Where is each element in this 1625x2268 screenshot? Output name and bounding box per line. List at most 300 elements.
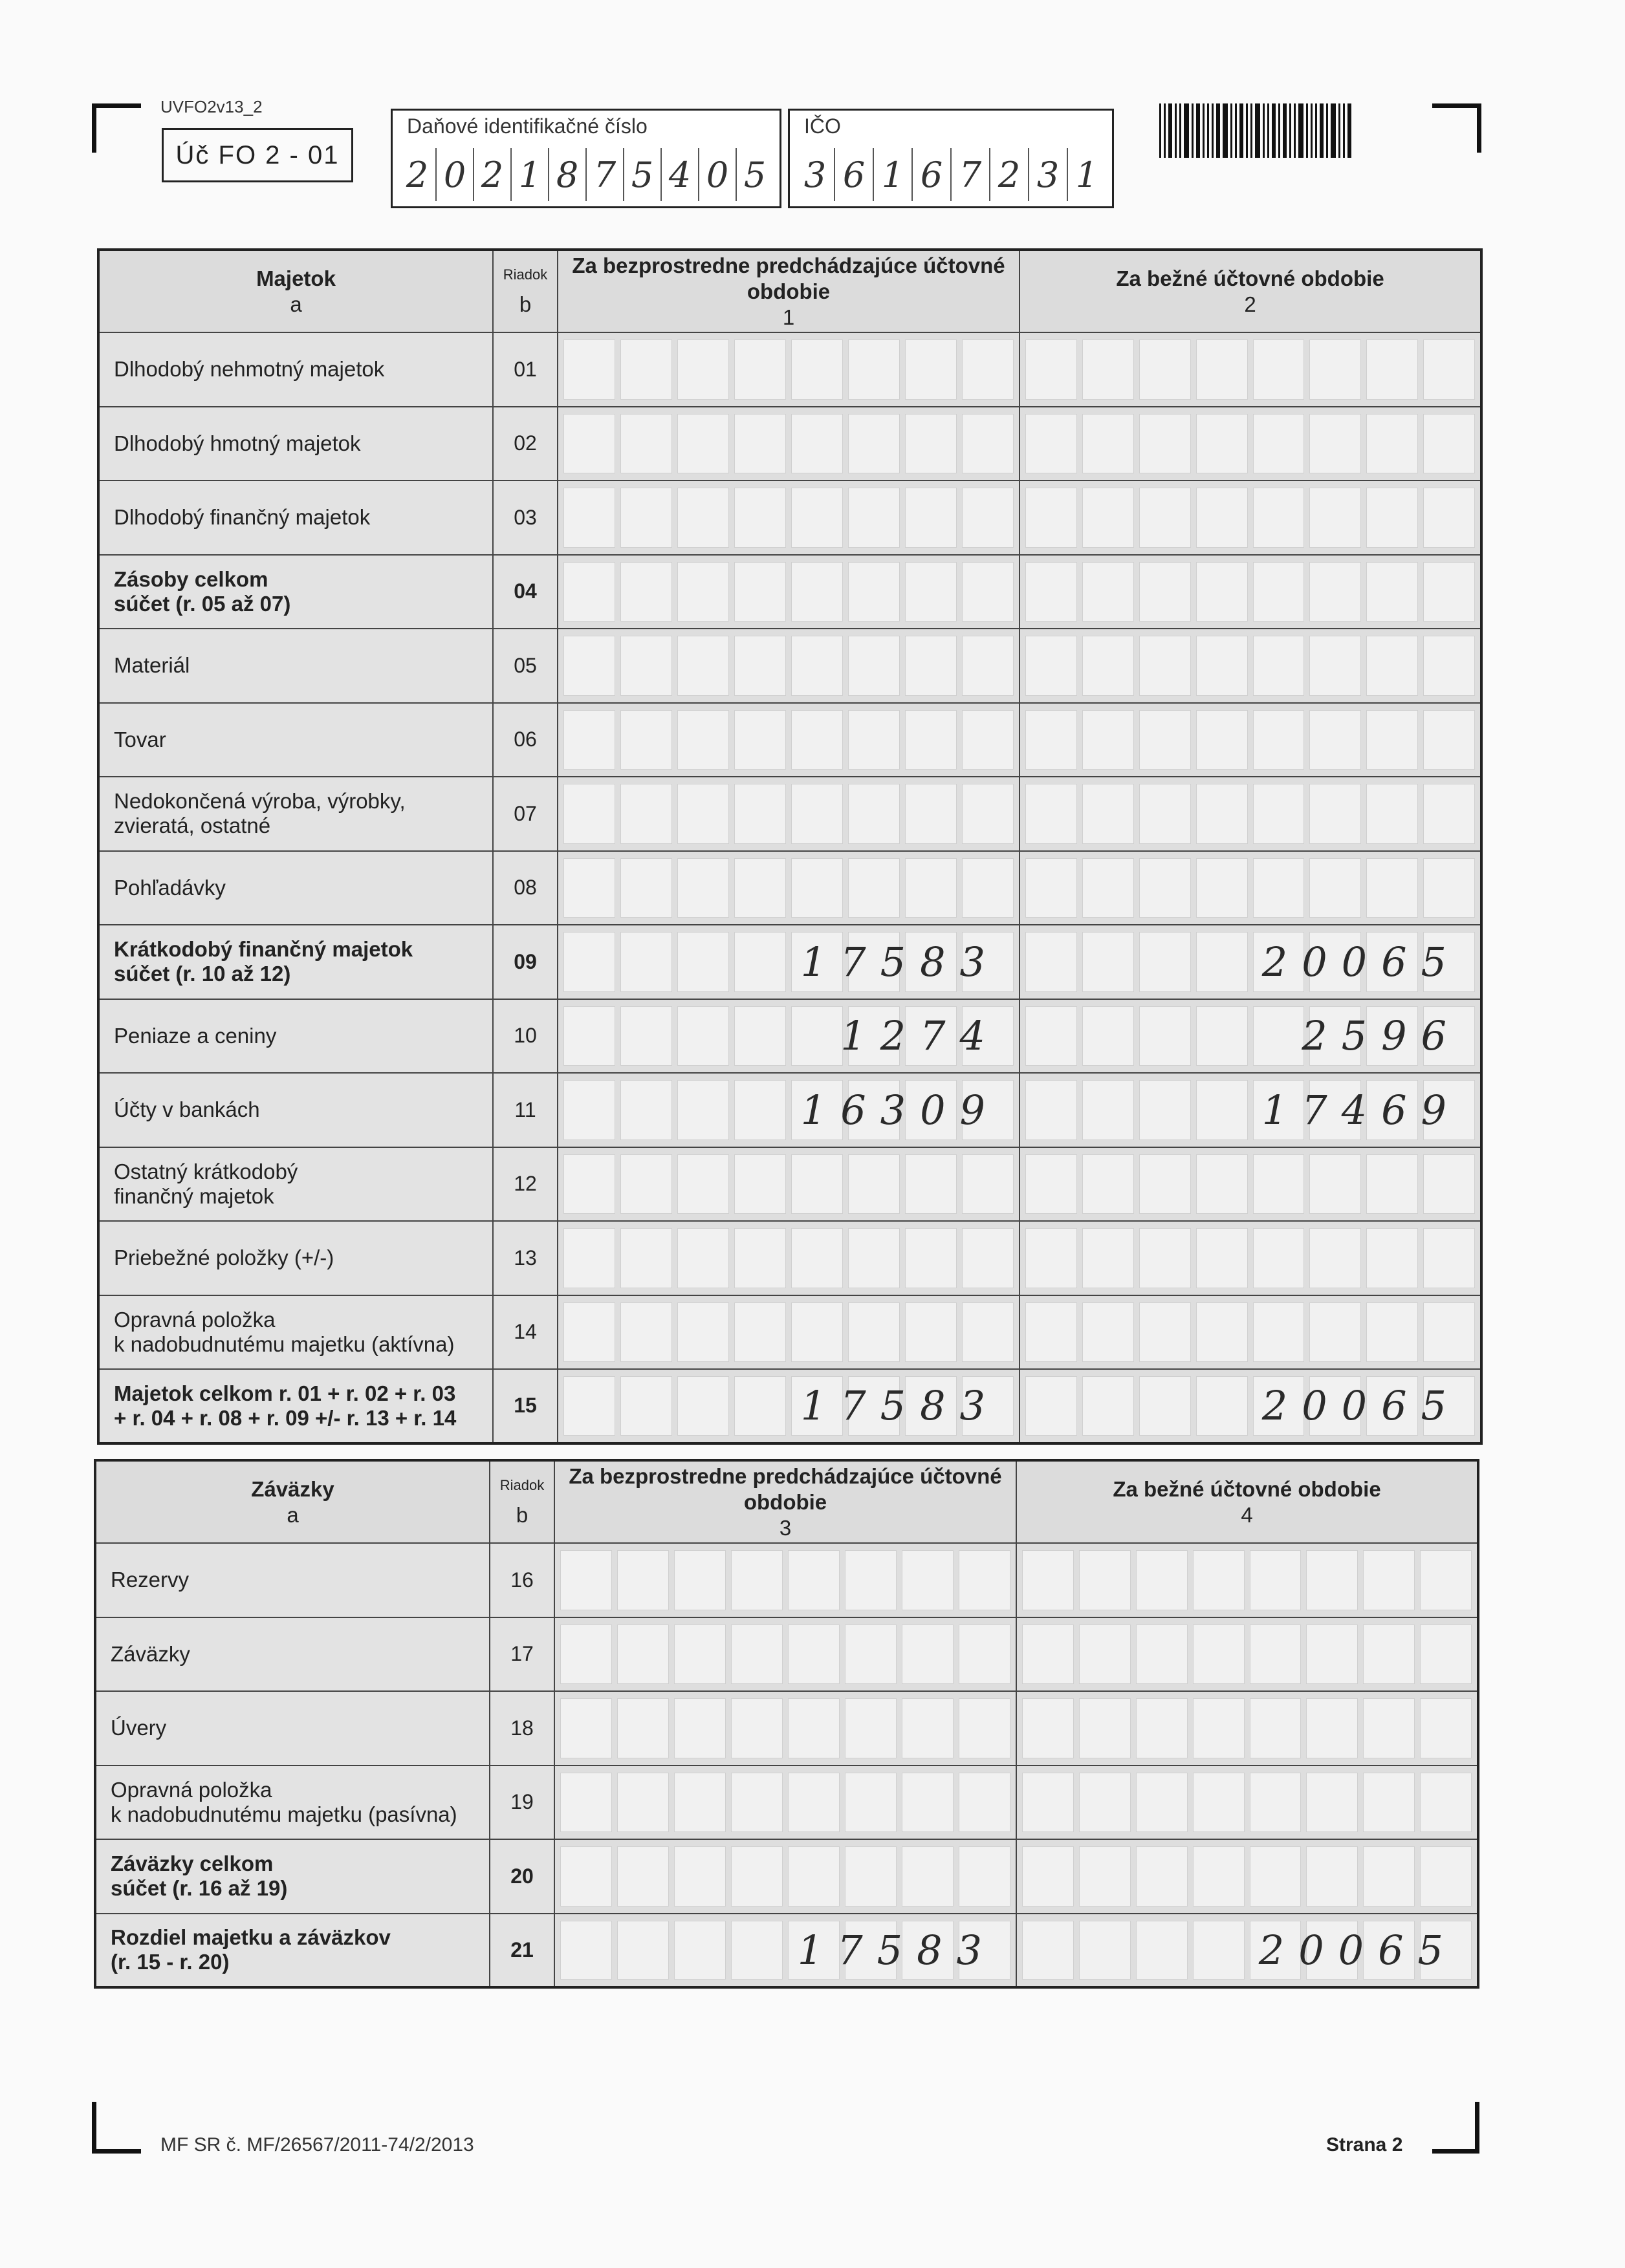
row-number: 02 bbox=[493, 407, 558, 481]
digit-slot bbox=[1025, 1228, 1077, 1288]
liabilities-col-b-header bbox=[490, 1460, 554, 1543]
digit-slot bbox=[1366, 562, 1418, 622]
digit-slot bbox=[1025, 414, 1077, 474]
digit-slot bbox=[620, 710, 672, 770]
digit-slot bbox=[674, 1921, 726, 1980]
row-label bbox=[98, 481, 493, 555]
digit-cell[interactable]: 4 bbox=[660, 148, 698, 201]
digit-slot bbox=[791, 1154, 843, 1215]
current-period-value[interactable] bbox=[1020, 1073, 1481, 1147]
assets-col-1-header bbox=[558, 250, 1020, 332]
liabilities-col-4-number: 4 bbox=[1241, 1502, 1253, 1527]
barcode-bar bbox=[1223, 103, 1228, 158]
digit-slot bbox=[563, 784, 615, 844]
digit-slot bbox=[620, 1302, 672, 1363]
digit-slot bbox=[1253, 1302, 1305, 1363]
digit-slot bbox=[962, 784, 1014, 844]
digit-cell[interactable]: 2 bbox=[473, 148, 510, 201]
digit-slot bbox=[1022, 1921, 1074, 1980]
previous-period-value[interactable] bbox=[558, 999, 1020, 1074]
digit-slot bbox=[734, 784, 786, 844]
digit-slot bbox=[1136, 1773, 1188, 1833]
digit-slot bbox=[1082, 932, 1134, 992]
digit-slot bbox=[674, 1698, 726, 1758]
row-number: 19 bbox=[490, 1766, 554, 1840]
digit-slot bbox=[563, 1228, 615, 1288]
digit-slot bbox=[791, 1006, 843, 1066]
digit-slot bbox=[788, 1625, 840, 1685]
digit-slot bbox=[677, 710, 729, 770]
digit-slot bbox=[1139, 784, 1191, 844]
liabilities-col-a-letter: a bbox=[287, 1502, 299, 1527]
digit-slot bbox=[1253, 340, 1305, 400]
previous-period-value[interactable] bbox=[558, 332, 1020, 407]
row-label-line: Rezervy bbox=[111, 1568, 190, 1592]
previous-period-value[interactable] bbox=[558, 407, 1020, 481]
digit-slot bbox=[1079, 1846, 1131, 1906]
digit-slot bbox=[1363, 1698, 1415, 1758]
digit-slot bbox=[677, 562, 729, 622]
digit-slot bbox=[788, 1550, 840, 1610]
row-label-line: Záväzky celkom bbox=[111, 1852, 274, 1876]
liabilities-col-3-title: Za bezprostredne predchádzajúce účtovné obdobie bbox=[569, 1463, 1002, 1514]
current-period-value[interactable] bbox=[1020, 555, 1481, 629]
digit-slot bbox=[902, 1550, 954, 1610]
digit-slot bbox=[1309, 562, 1361, 622]
digit-slot bbox=[962, 1302, 1014, 1363]
digit-slot bbox=[674, 1550, 726, 1610]
digit-slot bbox=[848, 1228, 900, 1288]
digit-slot bbox=[1025, 488, 1077, 548]
handwritten-amount: 17583 bbox=[800, 938, 999, 986]
row-number: 11 bbox=[493, 1073, 558, 1147]
table-row bbox=[98, 629, 1481, 703]
digit-slot bbox=[731, 1625, 783, 1685]
digit-slot bbox=[845, 1773, 897, 1833]
digit-slot bbox=[1025, 1080, 1077, 1140]
digit-slot bbox=[677, 636, 729, 696]
digit-slot bbox=[1136, 1698, 1188, 1758]
row-label-line: Zásoby celkom bbox=[114, 567, 268, 591]
digit-slot bbox=[1366, 784, 1418, 844]
digit-slot bbox=[1366, 710, 1418, 770]
digit-slot bbox=[731, 1698, 783, 1758]
digit-slot bbox=[1082, 488, 1134, 548]
digit-grid bbox=[563, 636, 1014, 696]
row-label bbox=[98, 1295, 493, 1370]
barcode-bar bbox=[1192, 103, 1194, 158]
digit-slot bbox=[1250, 1550, 1302, 1610]
liabilities-col-3-number: 3 bbox=[779, 1515, 792, 1540]
previous-period-value[interactable] bbox=[558, 1147, 1020, 1222]
row-label-line: Rozdiel majetku a záväzkov bbox=[111, 1925, 391, 1950]
digit-slot bbox=[674, 1625, 726, 1685]
row-number: 21 bbox=[490, 1914, 554, 1988]
digit-slot bbox=[563, 1080, 615, 1140]
digit-slot bbox=[617, 1550, 669, 1610]
previous-period-value[interactable] bbox=[558, 851, 1020, 925]
previous-period-value[interactable] bbox=[558, 703, 1020, 777]
digit-slot bbox=[677, 1228, 729, 1288]
current-period-value[interactable] bbox=[1016, 1691, 1478, 1766]
digit-grid bbox=[1025, 488, 1475, 548]
barcode-bar bbox=[1235, 103, 1237, 158]
row-label bbox=[98, 999, 493, 1074]
digit-slot bbox=[1025, 562, 1077, 622]
row-label-line: k nadobudnutému majetku (aktívna) bbox=[114, 1332, 455, 1356]
digit-slot bbox=[677, 1080, 729, 1140]
table-row bbox=[98, 925, 1481, 999]
digit-slot bbox=[1253, 784, 1305, 844]
digit-slot bbox=[1250, 1625, 1302, 1685]
digit-slot bbox=[563, 340, 615, 400]
digit-slot bbox=[962, 488, 1014, 548]
digit-grid bbox=[563, 858, 1014, 918]
previous-period-value[interactable] bbox=[558, 777, 1020, 851]
digit-slot bbox=[1309, 340, 1361, 400]
digit-slot bbox=[734, 1080, 786, 1140]
barcode-bar bbox=[1230, 103, 1232, 158]
liabilities-col-4-title: Za bežné účtovné obdobie bbox=[1113, 1476, 1381, 1501]
previous-period-value[interactable] bbox=[558, 925, 1020, 999]
previous-period-value[interactable] bbox=[558, 1295, 1020, 1370]
table-row bbox=[98, 1221, 1481, 1295]
digit-slot bbox=[905, 1154, 957, 1215]
digit-slot bbox=[1022, 1846, 1074, 1906]
row-label bbox=[95, 1839, 490, 1914]
row-label-line: súčet (r. 10 až 12) bbox=[114, 962, 291, 986]
barcode-bar bbox=[1239, 103, 1243, 158]
digit-grid bbox=[563, 488, 1014, 548]
digit-slot bbox=[617, 1625, 669, 1685]
digit-slot bbox=[1196, 488, 1248, 548]
current-period-value[interactable] bbox=[1016, 1543, 1478, 1617]
digit-slot bbox=[1363, 1625, 1415, 1685]
digit-slot bbox=[1366, 340, 1418, 400]
digit-slot bbox=[734, 932, 786, 992]
table-row bbox=[98, 481, 1481, 555]
digit-slot bbox=[1025, 340, 1077, 400]
digit-cell[interactable]: 2 bbox=[406, 154, 429, 195]
previous-period-value[interactable] bbox=[554, 1543, 1016, 1617]
digit-cell[interactable]: 3 bbox=[803, 154, 827, 195]
previous-period-value[interactable] bbox=[558, 1073, 1020, 1147]
digit-slot bbox=[620, 932, 672, 992]
current-period-value[interactable] bbox=[1016, 1839, 1478, 1914]
digit-slot bbox=[1309, 488, 1361, 548]
corner-mark-bottom-left-horizontal bbox=[92, 2149, 141, 2154]
digit-grid bbox=[1025, 1302, 1475, 1363]
digit-slot bbox=[734, 340, 786, 400]
row-label-line: Úvery bbox=[111, 1716, 167, 1740]
digit-slot bbox=[563, 710, 615, 770]
table-row bbox=[95, 1691, 1478, 1766]
row-label bbox=[95, 1691, 490, 1766]
current-period-value[interactable] bbox=[1020, 1221, 1481, 1295]
previous-period-value[interactable] bbox=[558, 555, 1020, 629]
digit-slot bbox=[788, 1773, 840, 1833]
digit-slot bbox=[1196, 1228, 1248, 1288]
digit-slot bbox=[734, 1154, 786, 1215]
handwritten-amount: 17583 bbox=[800, 1382, 999, 1430]
digit-slot bbox=[962, 858, 1014, 918]
table-row bbox=[98, 332, 1481, 407]
digit-slot bbox=[905, 636, 957, 696]
barcode-bar bbox=[1326, 103, 1328, 158]
row-label bbox=[98, 925, 493, 999]
ico-label: IČO bbox=[804, 114, 841, 138]
digit-slot bbox=[1025, 784, 1077, 844]
digit-slot bbox=[1082, 562, 1134, 622]
digit-slot bbox=[905, 1228, 957, 1288]
digit-slot bbox=[1136, 1921, 1188, 1980]
digit-slot bbox=[1306, 1550, 1358, 1610]
digit-slot bbox=[1366, 858, 1418, 918]
row-number: 16 bbox=[490, 1543, 554, 1617]
digit-slot bbox=[1193, 1846, 1245, 1906]
previous-period-value[interactable] bbox=[554, 1691, 1016, 1766]
digit-slot bbox=[1136, 1550, 1188, 1610]
digit-grid bbox=[563, 1228, 1014, 1288]
digit-slot bbox=[677, 858, 729, 918]
current-period-value[interactable] bbox=[1020, 332, 1481, 407]
current-period-value[interactable] bbox=[1020, 925, 1481, 999]
digit-slot bbox=[1196, 636, 1248, 696]
barcode-bar bbox=[1168, 103, 1172, 158]
digit-slot bbox=[1196, 414, 1248, 474]
current-period-value[interactable] bbox=[1020, 851, 1481, 925]
digit-slot bbox=[677, 488, 729, 548]
digit-slot bbox=[731, 1550, 783, 1610]
digit-slot bbox=[791, 636, 843, 696]
digit-cell[interactable]: 1 bbox=[873, 148, 911, 201]
form-id-box: Úč FO 2 - 01 bbox=[162, 128, 353, 182]
digit-cell[interactable]: 1 bbox=[510, 148, 548, 201]
digit-slot bbox=[848, 1302, 900, 1363]
digit-slot bbox=[1306, 1846, 1358, 1906]
table-row bbox=[98, 703, 1481, 777]
digit-slot bbox=[962, 340, 1014, 400]
current-period-value[interactable] bbox=[1020, 629, 1481, 703]
digit-cell[interactable]: 0 bbox=[698, 148, 736, 201]
barcode-bar bbox=[1320, 103, 1324, 158]
digit-slot bbox=[731, 1773, 783, 1833]
digit-slot bbox=[1363, 1773, 1415, 1833]
current-period-value[interactable] bbox=[1020, 1295, 1481, 1370]
digit-slot bbox=[1253, 414, 1305, 474]
digit-slot bbox=[1082, 636, 1134, 696]
row-label-line: Tovar bbox=[114, 727, 166, 751]
digit-slot bbox=[560, 1846, 612, 1906]
row-label bbox=[98, 1369, 493, 1443]
row-label bbox=[98, 555, 493, 629]
digit-slot bbox=[731, 1846, 783, 1906]
digit-grid bbox=[563, 710, 1014, 770]
digit-cell[interactable]: 6 bbox=[911, 148, 950, 201]
digit-cell[interactable]: 2 bbox=[989, 148, 1028, 201]
digit-slot bbox=[1025, 858, 1077, 918]
corner-mark-top-left-vertical bbox=[92, 103, 96, 153]
digit-slot bbox=[848, 1154, 900, 1215]
liabilities-col-b-letter: b bbox=[516, 1502, 529, 1527]
digit-slot bbox=[905, 340, 957, 400]
row-number: 09 bbox=[493, 925, 558, 999]
current-period-value[interactable] bbox=[1016, 1914, 1478, 1988]
current-period-value[interactable] bbox=[1016, 1766, 1478, 1840]
digit-slot bbox=[1082, 414, 1134, 474]
row-label-line: Dlhodobý hmotný majetok bbox=[114, 431, 361, 455]
barcode-bar bbox=[1306, 103, 1308, 158]
barcode-bar bbox=[1263, 103, 1265, 158]
assets-header-row bbox=[98, 250, 1481, 332]
digit-slot bbox=[1079, 1773, 1131, 1833]
barcode-bar bbox=[1179, 103, 1181, 158]
digit-slot bbox=[1139, 636, 1191, 696]
barcode-bar bbox=[1338, 103, 1340, 158]
previous-period-value[interactable] bbox=[558, 481, 1020, 555]
digit-slot bbox=[959, 1773, 1010, 1833]
digit-slot bbox=[788, 1698, 840, 1758]
digit-slot bbox=[560, 1698, 612, 1758]
digit-slot bbox=[1196, 1302, 1248, 1363]
barcode-bar bbox=[1331, 103, 1336, 158]
digit-slot bbox=[617, 1698, 669, 1758]
digit-slot bbox=[845, 1550, 897, 1610]
previous-period-value[interactable] bbox=[558, 1221, 1020, 1295]
digit-slot bbox=[1366, 1302, 1418, 1363]
row-label bbox=[98, 703, 493, 777]
digit-slot bbox=[1196, 1154, 1248, 1215]
digit-cell[interactable]: 3 bbox=[1028, 148, 1067, 201]
row-number: 01 bbox=[493, 332, 558, 407]
barcode-bar bbox=[1289, 103, 1291, 158]
digit-cell[interactable]: 6 bbox=[834, 148, 873, 201]
handwritten-amount: 17583 bbox=[797, 1926, 996, 1974]
digit-slot bbox=[1079, 1625, 1131, 1685]
table-row bbox=[98, 1147, 1481, 1222]
digit-slot bbox=[1139, 1376, 1191, 1436]
row-label bbox=[98, 851, 493, 925]
barcode-bar bbox=[1246, 103, 1248, 158]
current-period-value[interactable] bbox=[1020, 1369, 1481, 1443]
digit-cell[interactable]: 7 bbox=[585, 148, 623, 201]
digit-slot bbox=[1196, 932, 1248, 992]
digit-slot bbox=[563, 636, 615, 696]
digit-slot bbox=[677, 784, 729, 844]
digit-cell[interactable]: 8 bbox=[548, 148, 585, 201]
barcode-bar bbox=[1315, 103, 1317, 158]
previous-period-value[interactable] bbox=[558, 629, 1020, 703]
current-period-value[interactable] bbox=[1020, 1147, 1481, 1222]
digit-slot bbox=[962, 414, 1014, 474]
digit-grid bbox=[560, 1846, 1010, 1906]
assets-col-a-letter: a bbox=[290, 292, 302, 316]
digit-cell[interactable]: 0 bbox=[435, 148, 473, 201]
digit-slot bbox=[1309, 710, 1361, 770]
table-row bbox=[95, 1543, 1478, 1617]
digit-slot bbox=[1139, 1006, 1191, 1066]
digit-cell[interactable]: 5 bbox=[623, 148, 660, 201]
digit-slot bbox=[1309, 636, 1361, 696]
previous-period-value[interactable] bbox=[554, 1914, 1016, 1988]
digit-slot bbox=[1139, 710, 1191, 770]
digit-slot bbox=[848, 414, 900, 474]
digit-slot bbox=[1193, 1550, 1245, 1610]
digit-slot bbox=[620, 1006, 672, 1066]
previous-period-value[interactable] bbox=[554, 1839, 1016, 1914]
digit-slot bbox=[1250, 1773, 1302, 1833]
row-label-line: Materiál bbox=[114, 653, 190, 678]
digit-slot bbox=[1423, 1302, 1475, 1363]
digit-slot bbox=[788, 1846, 840, 1906]
digit-slot bbox=[1079, 1698, 1131, 1758]
previous-period-value[interactable] bbox=[554, 1617, 1016, 1692]
digit-slot bbox=[734, 710, 786, 770]
assets-col-a-title: Majetok bbox=[256, 266, 336, 290]
digit-grid bbox=[1025, 784, 1475, 844]
previous-period-value[interactable] bbox=[558, 1369, 1020, 1443]
digit-slot bbox=[1196, 784, 1248, 844]
digit-slot bbox=[674, 1846, 726, 1906]
row-number: 18 bbox=[490, 1691, 554, 1766]
corner-mark-bottom-right-horizontal bbox=[1432, 2149, 1479, 2154]
digit-slot bbox=[620, 414, 672, 474]
digit-slot bbox=[959, 1698, 1010, 1758]
table-row bbox=[95, 1766, 1478, 1840]
digit-slot bbox=[791, 414, 843, 474]
row-label-line: Dlhodobý finančný majetok bbox=[114, 505, 371, 530]
digit-cell[interactable]: 5 bbox=[736, 148, 773, 201]
corner-mark-top-right bbox=[1432, 103, 1481, 108]
digit-slot bbox=[731, 1921, 783, 1980]
row-number: 15 bbox=[493, 1369, 558, 1443]
current-period-value[interactable] bbox=[1016, 1617, 1478, 1692]
current-period-value[interactable] bbox=[1020, 777, 1481, 851]
assets-col-1-title: Za bezprostredne predchádzajúce účtovné obdobie bbox=[572, 253, 1005, 303]
digit-slot bbox=[848, 710, 900, 770]
current-period-value[interactable] bbox=[1020, 481, 1481, 555]
digit-cell[interactable]: 1 bbox=[1067, 148, 1106, 201]
digit-slot bbox=[563, 1302, 615, 1363]
digit-slot bbox=[1139, 414, 1191, 474]
row-label-line: Majetok celkom r. 01 + r. 02 + r. 03 bbox=[114, 1381, 456, 1405]
row-label bbox=[98, 332, 493, 407]
current-period-value[interactable] bbox=[1020, 703, 1481, 777]
table-row bbox=[98, 999, 1481, 1074]
handwritten-amount: 17469 bbox=[1261, 1086, 1461, 1134]
digit-slot bbox=[1082, 1154, 1134, 1215]
digit-slot bbox=[620, 1154, 672, 1215]
current-period-value[interactable] bbox=[1020, 407, 1481, 481]
row-label bbox=[95, 1914, 490, 1988]
row-number: 05 bbox=[493, 629, 558, 703]
digit-slot bbox=[791, 710, 843, 770]
row-label-line: + r. 04 + r. 08 + r. 09 +/- r. 13 + r. 14 bbox=[114, 1405, 457, 1430]
digit-slot bbox=[560, 1921, 612, 1980]
current-period-value[interactable] bbox=[1020, 999, 1481, 1074]
digit-slot bbox=[1082, 710, 1134, 770]
digit-cell[interactable]: 7 bbox=[950, 148, 989, 201]
digit-slot bbox=[905, 1302, 957, 1363]
handwritten-amount: 2596 bbox=[1302, 1012, 1461, 1060]
digit-slot bbox=[1423, 488, 1475, 548]
ico-digits bbox=[796, 148, 1106, 201]
table-row bbox=[98, 1073, 1481, 1147]
digit-slot bbox=[563, 1376, 615, 1436]
digit-slot bbox=[1420, 1550, 1472, 1610]
row-label-line: Dlhodobý nehmotný majetok bbox=[114, 357, 385, 382]
previous-period-value[interactable] bbox=[554, 1766, 1016, 1840]
